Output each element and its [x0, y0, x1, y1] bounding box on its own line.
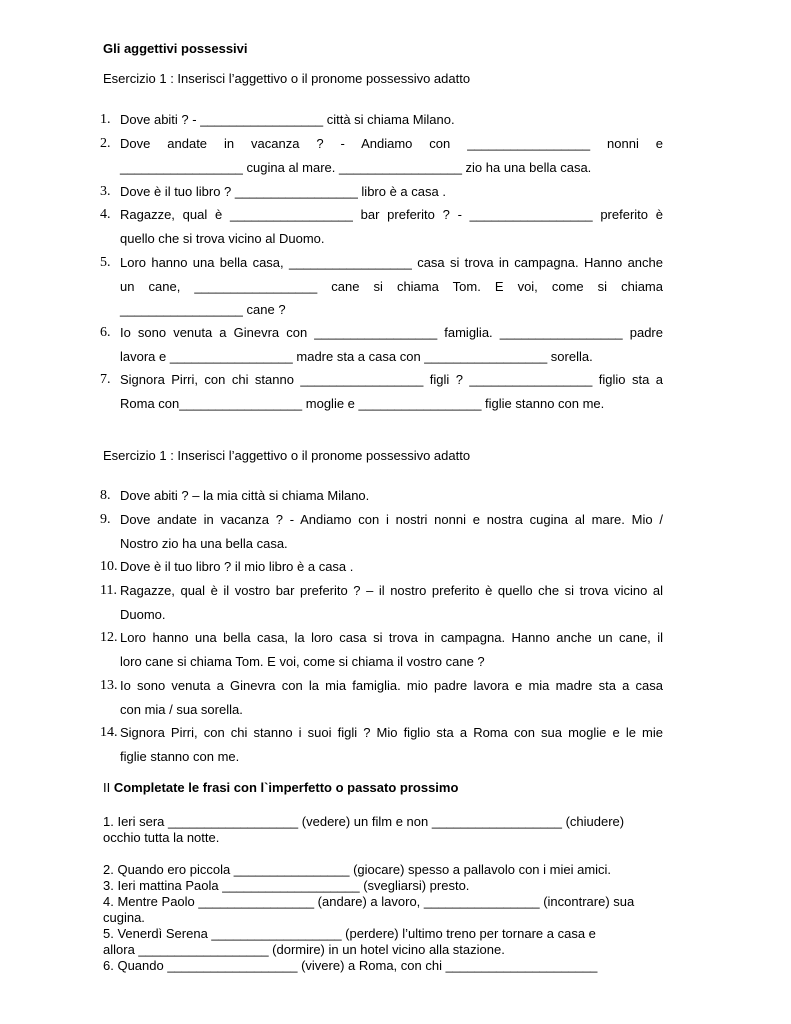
sentence-line: occhio tutta la notte.: [103, 830, 220, 845]
item-number: 14.: [100, 725, 118, 740]
item-text: Roma con_________________ moglie e _________________ figlie stanno con me.: [120, 395, 605, 411]
answer-item-10: [100, 555, 663, 579]
item-text: Loro hanno una bella casa, la loro casa si trova in campagna. Hanno anche un cane, il: [120, 630, 663, 645]
item-number: 13.: [100, 678, 118, 693]
part-2-prefix: II: [103, 780, 114, 795]
exercise-item-6: [100, 321, 663, 368]
sentence-line: 5. Venerdì Serena __________________ (perdere) l’ultimo treno per tornare a casa e: [103, 926, 596, 941]
exercise-1-heading: Esercizio 1 : Inserisci l’aggettivo o il pronome possessivo adatto: [103, 71, 471, 86]
item-text: Io sono venuta a Ginevra con la mia famiglia. mio padre lavora e mia madre sta a casa: [120, 678, 663, 693]
answer-item-13: [100, 674, 663, 721]
sentence-line: 1. Ieri sera __________________ (vedere) un film e non __________________ (chiudere): [103, 814, 625, 829]
answer-item-9: [100, 508, 663, 555]
exercise-item-3: [100, 180, 663, 204]
answer-item-11: [100, 579, 663, 626]
item-text: Dove abiti ? - _________________ città si chiama Milano.: [120, 112, 455, 127]
part-2-items: [103, 862, 663, 974]
item-number: 1.: [100, 112, 111, 127]
exercise-item-5: [100, 251, 663, 322]
sentence-line: allora __________________ (dormire) in un hotel vicino alla stazione.: [103, 942, 505, 957]
answer-item-8: [100, 484, 663, 508]
item-number: 10.: [100, 559, 118, 574]
item-number: 2.: [100, 136, 111, 151]
item-text: _________________ cane ?: [120, 302, 286, 317]
sentence-line: 4. Mentre Paolo ________________ (andare) a lavoro, ________________ (incontrare) sua: [103, 894, 635, 909]
item-text: Dove abiti ? – la mia città si chiama Milano.: [120, 488, 370, 503]
item-text: Ragazze, qual è il vostro bar preferito ? – il nostro preferito è quello che si trova vicino al: [120, 583, 663, 598]
item-number: 3.: [100, 184, 111, 199]
part-2-item-1: [103, 814, 663, 846]
item-number: 6.: [100, 325, 111, 340]
exercise-item-2: [100, 132, 663, 179]
item-number: 9.: [100, 512, 111, 527]
item-text: Dove è il tuo libro ? il mio libro è a casa .: [120, 559, 354, 574]
item-text: Duomo.: [120, 606, 166, 622]
answer-item-12: [100, 626, 663, 673]
item-text: lavora e _________________ madre sta a casa con _________________ sorella.: [120, 348, 593, 364]
sentence-line: cugina.: [103, 910, 145, 925]
item-text: quello che si trova vicino al Duomo.: [120, 230, 325, 246]
part-2-title: Completate le frasi con l`imperfetto o passato prossimo: [113, 780, 459, 795]
exercise-2-heading: Esercizio 1 : Inserisci l’aggettivo o il pronome possessivo adatto: [103, 448, 471, 463]
item-text: _________________ cugina al mare. _________________ zio ha una bella casa.: [120, 159, 592, 175]
exercise-item-7: [100, 368, 663, 415]
item-text: un cane, _________________ cane si chiama Tom. E voi, come si chiama: [120, 278, 663, 294]
page-title: Gli aggettivi possessivi: [103, 41, 248, 56]
item-text: Signora Pirri, con chi stanno _________________ figli ? _________________ figlio sta a: [120, 372, 663, 387]
item-text: Dove andate in vacanza ? - Andiamo con _________________ nonni e: [120, 136, 663, 151]
sentence-line: 3. Ieri mattina Paola ___________________ (svegliarsi) presto.: [103, 878, 470, 893]
item-text: Io sono venuta a Ginevra con _________________ famiglia. _________________ padre: [120, 325, 663, 340]
item-number: 12.: [100, 630, 118, 645]
item-text: Ragazze, qual è _________________ bar preferito ? - _________________ preferito è: [120, 207, 663, 222]
sentence-line: 6. Quando __________________ (vivere) a Roma, con chi _____________________: [103, 958, 598, 973]
item-text: Nostro zio ha una bella casa.: [120, 535, 288, 551]
item-number: 5.: [100, 255, 111, 270]
item-text: Signora Pirri, con chi stanno i suoi figli ? Mio figlio sta a Roma con sua moglie e le mie: [120, 725, 663, 740]
sentence-line: 2. Quando ero piccola ________________ (giocare) spesso a pallavolo con i miei amici.: [103, 862, 612, 877]
item-number: 8.: [100, 488, 111, 503]
answer-item-14: [100, 721, 663, 768]
item-text: Loro hanno una bella casa, _________________ casa si trova in campagna. Hanno anche: [120, 255, 663, 270]
item-number: 4.: [100, 207, 111, 222]
item-text: loro cane si chiama Tom. E voi, come si chiama il vostro cane ?: [120, 653, 485, 669]
item-number: 7.: [100, 372, 111, 387]
item-text: con mia / sua sorella.: [120, 701, 243, 717]
exercise-item-4: [100, 203, 663, 250]
item-text: Dove è il tuo libro ? _________________ libro è a casa .: [120, 184, 446, 199]
item-text: Dove andate in vacanza ? - Andiamo con i nostri nonni e nostra cugina al mare. Mio /: [120, 512, 663, 527]
item-number: 11.: [100, 583, 117, 598]
item-text: figlie stanno con me.: [120, 748, 240, 764]
part-2-heading: [103, 780, 458, 796]
exercise-item-1: [100, 108, 663, 132]
